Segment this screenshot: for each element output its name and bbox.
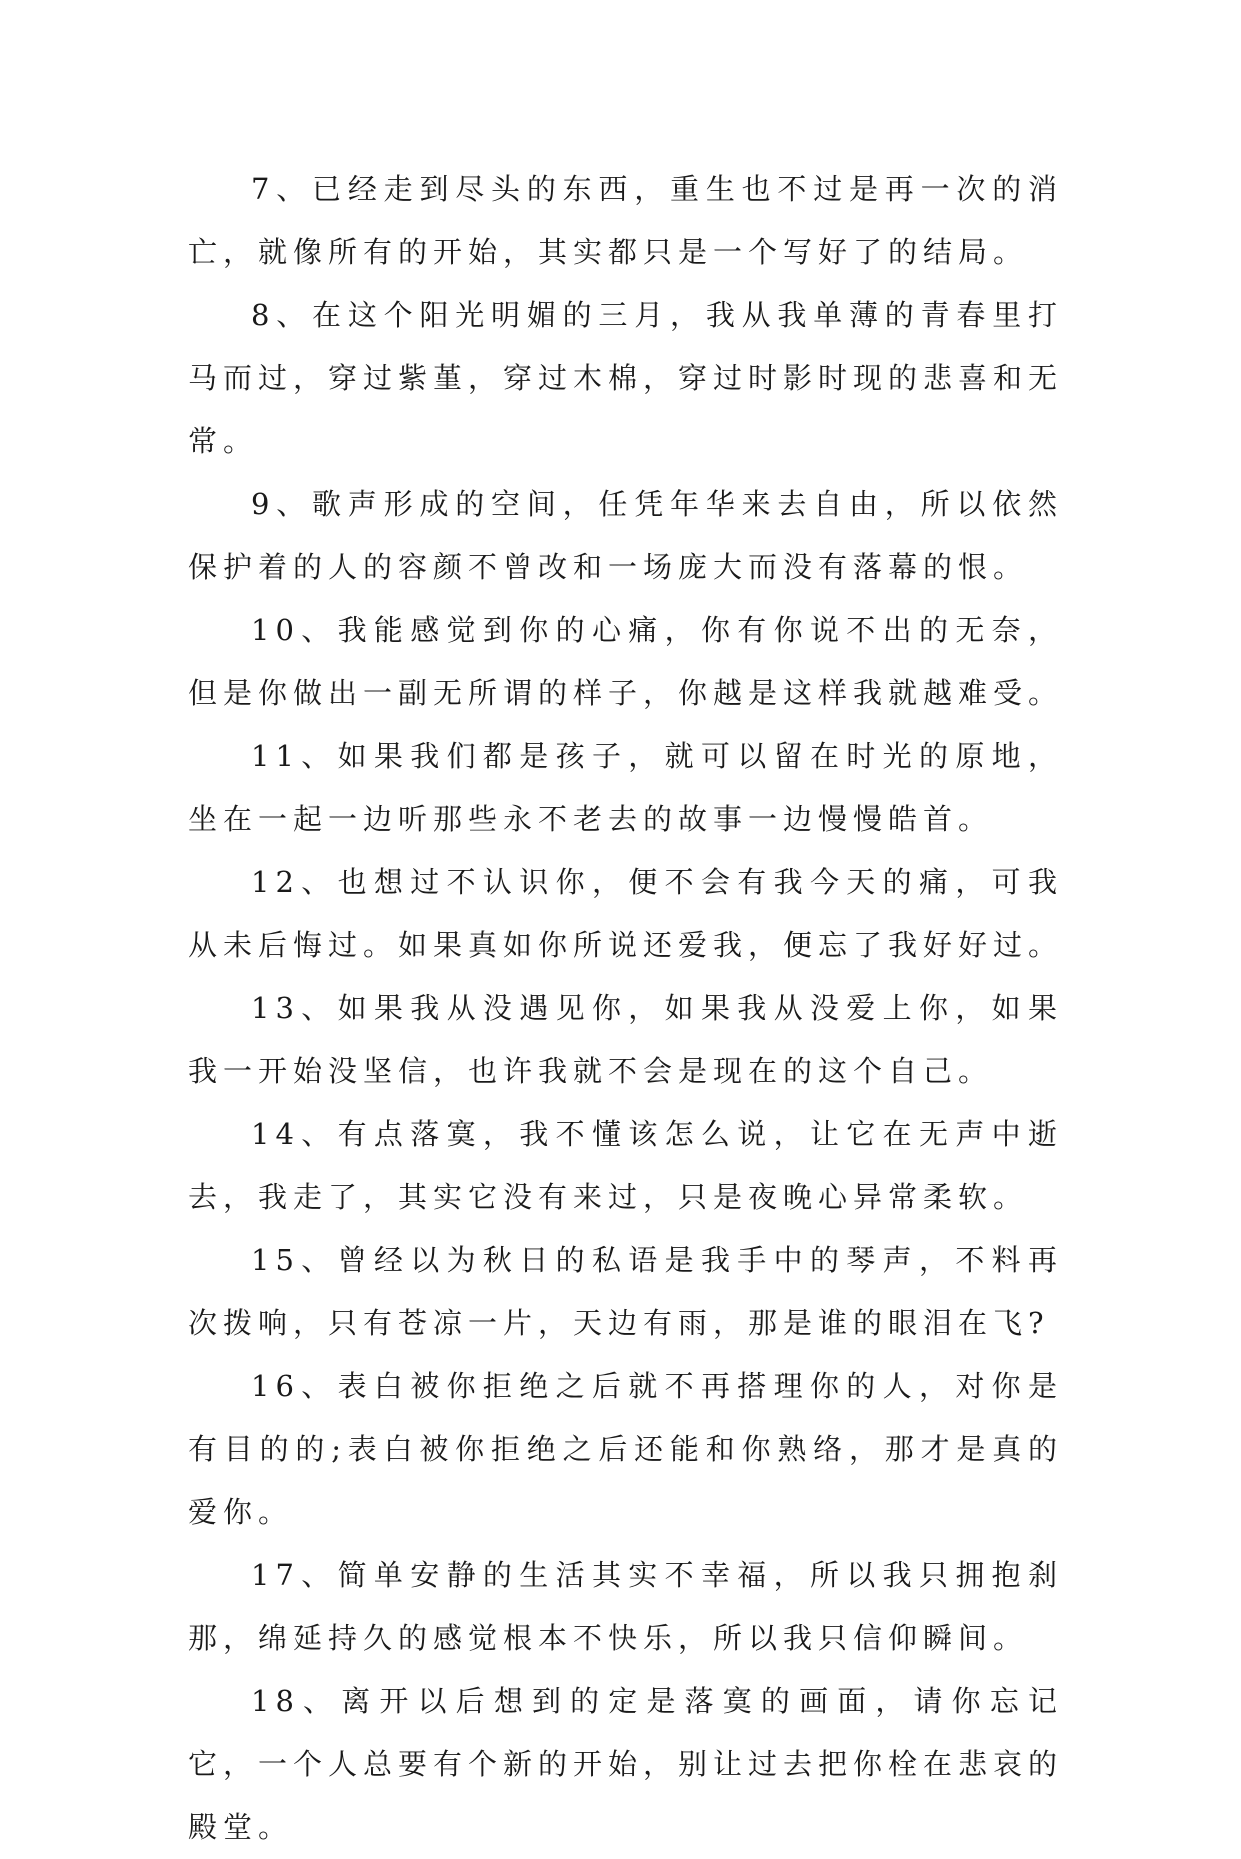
paragraph-14: 14、有点落寞，我不懂该怎么说，让它在无声中逝去，我走了，其实它没有来过，只是夜晚心异常柔软。: [188, 1117, 1063, 1214]
paragraph-7: 7、已经走到尽头的东西，重生也不过是再一次的消亡，就像所有的开始，其实都只是一个写好了的结局。: [188, 172, 1063, 269]
paragraph-12: 12、也想过不认识你，便不会有我今天的痛，可我从未后悔过。如果真如你所说还爱我，便忘了我好好过。: [188, 865, 1064, 962]
paragraph-16: 16、表白被你拒绝之后就不再搭理你的人，对你是有目的的;表白被你拒绝之后还能和你熟络，那才是真的爱你。: [188, 1369, 1063, 1529]
paragraph-9: 9、歌声形成的空间，任凭年华来去自由，所以依然保护着的人的容颜不曾改和一场庞大而没有落幕的恨。: [188, 487, 1063, 584]
document-body: [188, 158, 1063, 1859]
paragraph-8: 8、在这个阳光明媚的三月，我从我单薄的青春里打马而过，穿过紫堇，穿过木棉，穿过时影时现的悲喜和无常。: [188, 298, 1064, 458]
paragraph-13: 13、如果我从没遇见你，如果我从没爱上你，如果我一开始没坚信，也许我就不会是现在的这个自己。: [188, 991, 1063, 1088]
paragraph-10: 10、我能感觉到你的心痛，你有你说不出的无奈，但是你做出一副无所谓的样子，你越是这样我就越难受。: [188, 613, 1064, 710]
paragraph-17: 17、简单安静的生活其实不幸福，所以我只拥抱刹那，绵延持久的感觉根本不快乐，所以我只信仰瞬间。: [188, 1558, 1063, 1655]
paragraph-18: 18、离开以后想到的定是落寞的画面，请你忘记它，一个人总要有个新的开始，别让过去把你栓在悲哀的殿堂。: [188, 1684, 1064, 1844]
paragraph-11: 11、如果我们都是孩子，就可以留在时光的原地，坐在一起一边听那些永不老去的故事一边慢慢皓首。: [188, 739, 1063, 836]
paragraph-15: 15、曾经以为秋日的私语是我手中的琴声，不料再次拨响，只有苍凉一片，天边有雨，那是谁的眼泪在飞?: [188, 1243, 1063, 1340]
